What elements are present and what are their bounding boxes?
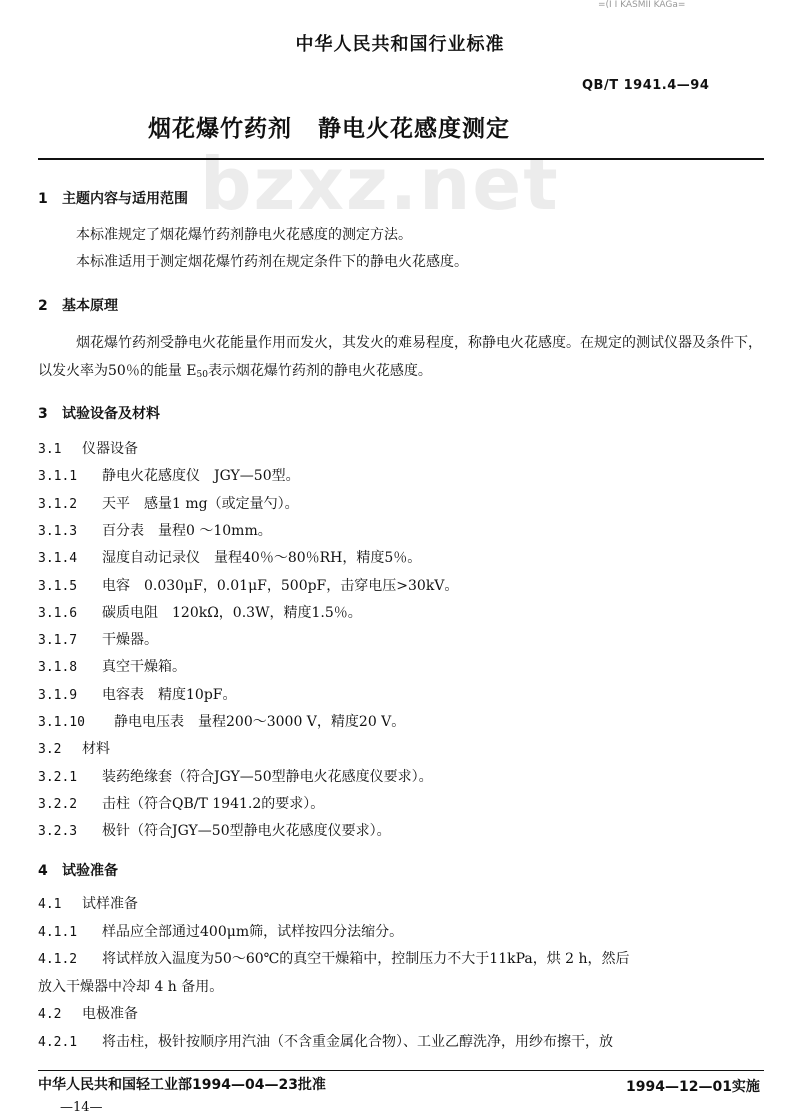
approval-line: 中华人民共和国轻工业部1994—04—23批准 [38, 1077, 326, 1093]
clause-text: 真空干燥箱。 [102, 659, 186, 676]
section-2-heading [38, 295, 118, 315]
clause-text: 材料 [82, 741, 110, 758]
clause-number: 3.1.9 [38, 687, 78, 703]
clause-row [38, 893, 138, 913]
clause-row [38, 438, 138, 458]
clause-row [38, 520, 272, 540]
clause-number: 4.1.2 [38, 952, 78, 968]
clause-number: 3.1.1 [38, 469, 78, 485]
clause-row [38, 1003, 138, 1023]
title-rule [38, 158, 764, 160]
para-text: 烟花爆竹药剂受静电火花能量作用而发火，其发火的难易程度，称静电火花感度。在规定的测试仪器及条件下，以发火率为50％的能量 E [38, 335, 762, 379]
clause-number: 3.2.2 [38, 796, 78, 812]
implementation-date: 1994—12—01实施 [626, 1079, 760, 1095]
clause-text: 试样准备 [82, 896, 138, 912]
clause-text: 电极准备 [82, 1006, 138, 1023]
section-1-para-1: 本标准规定了烟花爆竹药剂静电火花感度的测定方法。 [76, 227, 412, 243]
section-number: 4 [38, 863, 48, 879]
standard-code: QB/T 1941.4—94 [582, 78, 710, 93]
clause-text: 电容 0.030μF，0.01μF，500pF，击穿电压>30kV。 [102, 577, 459, 594]
clause-number: 4.1.1 [38, 924, 78, 940]
clause-text: 百分表 量程0 ～10mm。 [102, 522, 272, 539]
clause-row [38, 711, 405, 731]
clause-text: 湿度自动记录仪 量程40％～80％RH，精度5％。 [102, 550, 422, 567]
section-1-heading [38, 188, 188, 208]
clause-text: 静电电压表 量程200～3000 V，精度20 V。 [114, 714, 406, 730]
clause-row [38, 629, 158, 649]
clause-text: 将击柱，极针按顺序用汽油（不含重金属化合物）、工业乙醇洗净，用纱布擦干，放 [102, 1034, 613, 1050]
clause-row [38, 766, 433, 786]
section-title: 试验设备及材料 [62, 406, 160, 422]
clause-row [38, 656, 186, 676]
clause-row [38, 575, 458, 595]
clause-row [38, 602, 362, 622]
clause-row [38, 465, 300, 485]
clause-number: 3.1.5 [38, 578, 78, 594]
clause-number: 4.1 [38, 897, 62, 912]
clause-number: 3.1.10 [38, 715, 85, 730]
section-title: 主题内容与适用范围 [62, 191, 188, 207]
clause-number: 3.1.3 [38, 523, 78, 539]
energy-subscript: 50 [196, 370, 208, 380]
clause-number: 3.1.2 [38, 496, 78, 512]
section-number: 3 [38, 406, 48, 422]
section-1-para-2: 本标准适用于测定烟花爆竹药剂在规定条件下的静电火花感度。 [76, 254, 468, 270]
clause-number: 3.2.1 [38, 769, 78, 785]
title-right: 静电火花感度测定 [318, 116, 510, 142]
clause-text: 静电火花感度仪 JGY—50型。 [102, 468, 300, 485]
section-2-paragraph [38, 329, 768, 389]
clause-text: 样品应全部通过400μm筛，试样按四分法缩分。 [102, 923, 404, 940]
clause-number: 4.2 [38, 1007, 62, 1023]
clause-number: 3.2 [38, 742, 62, 758]
document-title [148, 110, 510, 143]
section-title: 试验准备 [62, 863, 118, 879]
clause-row [38, 921, 403, 941]
clause-row [38, 1031, 613, 1051]
clause-row [38, 547, 421, 567]
page-number: —14— [60, 1100, 103, 1115]
clause-row [38, 820, 391, 840]
clause-text: 天平 感量1 mg（或定量勺）。 [102, 495, 299, 512]
clause-row [38, 793, 324, 813]
clause-number: 3.1.4 [38, 551, 78, 567]
clause-text: 电容表 精度10pF。 [102, 686, 237, 703]
clause-number: 3.2.3 [38, 824, 78, 840]
clause-number: 3.1.7 [38, 633, 78, 649]
section-number: 1 [38, 191, 48, 207]
footer-rule [38, 1070, 764, 1071]
title-left: 烟花爆竹药剂 [148, 116, 292, 142]
watermark: bzxz.net [200, 142, 560, 226]
section-title: 基本原理 [62, 298, 118, 314]
clause-text: 极针（符合JGY—50型静电火花感度仪要求）。 [102, 823, 391, 840]
clause-row [38, 684, 237, 704]
clause-text: 干燥器。 [102, 632, 158, 649]
clause-row [38, 948, 630, 968]
clause-number: 3.1.8 [38, 660, 78, 676]
clause-number: 3.1 [38, 442, 62, 457]
section-3-heading [38, 403, 160, 423]
clause-text: 装药绝缘套（符合JGY—50型静电火花感度仪要求）。 [102, 768, 433, 785]
clause-number: 3.1.6 [38, 605, 78, 621]
clause-row [38, 976, 223, 996]
clause-text: 碳质电阻 120kΩ，0.3W，精度1.5％。 [102, 604, 362, 621]
clause-row [38, 493, 299, 513]
clause-text: 仪器设备 [82, 441, 138, 457]
top-margin-mark: =(I I KASMII KAGa= [598, 0, 686, 10]
clause-row [38, 738, 110, 758]
clause-text: 将试样放入温度为50～60℃的真空干燥箱中，控制压力不大于11kPa，烘 2 h，然后 [102, 951, 630, 968]
section-4-heading [38, 860, 118, 880]
standard-header: 中华人民共和国行业标准 [295, 34, 505, 55]
clause-text: 击柱（符合QB/T 1941.2的要求）。 [102, 795, 325, 812]
clause-text: 放入干燥器中冷却 4 h 备用。 [38, 978, 224, 995]
clause-number: 4.2.1 [38, 1035, 78, 1050]
para-tail: 表示烟花爆竹药剂的静电火花感度。 [207, 363, 432, 379]
section-number: 2 [38, 298, 48, 314]
